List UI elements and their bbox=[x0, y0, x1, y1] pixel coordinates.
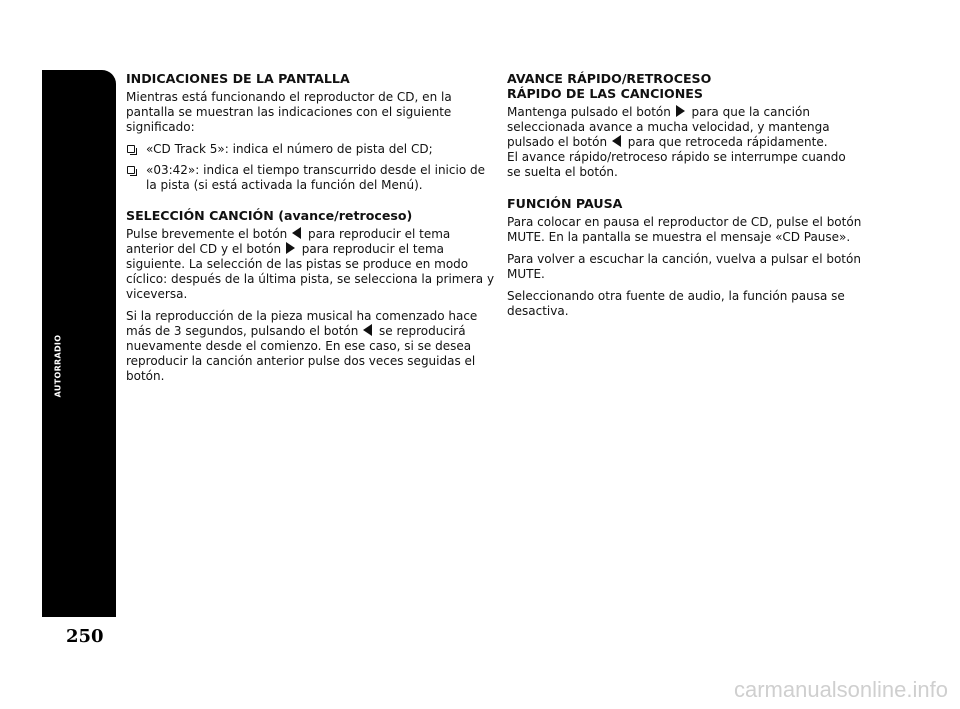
section-label: AUTORRADIO bbox=[53, 334, 63, 398]
heading-seleccion-cancion: SELECCIÓN CANCIÓN (avance/retroceso) bbox=[126, 208, 413, 223]
checkbox-bullet-icon bbox=[127, 166, 135, 174]
paragraph-seleccion bbox=[126, 227, 498, 302]
heading-avance-rapido bbox=[507, 71, 862, 101]
page-number: 250 bbox=[66, 626, 104, 647]
list-item bbox=[126, 163, 498, 193]
text-run: Si la reproducción de la pieza musical ha comenzado hace más de 3 segundos, pulsando el botón bbox=[126, 309, 478, 338]
text-run: para reproducir el tema anterior del CD y el botón bbox=[126, 227, 451, 256]
prev-arrow-icon bbox=[612, 135, 621, 147]
text-run: El avance rápido/retroceso rápido se interrumpe cuando se suelta el botón. bbox=[507, 150, 846, 179]
paragraph-reproduccion bbox=[126, 309, 498, 384]
text-run: Pulse brevemente el botón bbox=[126, 227, 288, 241]
heading-indicaciones: INDICACIONES DE LA PANTALLA bbox=[126, 71, 350, 86]
paragraph-pausa: Para colocar en pausa el reproductor de CD, pulse el botón MUTE. En la pantalla se muestra el mensaje «CD Pause». bbox=[507, 215, 862, 244]
right-column bbox=[507, 71, 862, 326]
prev-arrow-icon bbox=[363, 324, 372, 336]
watermark: carmanualsonline.info bbox=[733, 677, 948, 702]
paragraph-fuente: Seleccionando otra fuente de audio, la función pausa se desactiva. bbox=[507, 289, 845, 318]
heading-line: AVANCE RÁPIDO/RETROCESO bbox=[507, 71, 712, 86]
text-run: para reproducir el tema siguiente. La selección de las pistas se produce en modo cíclico: después de la última pista, se selecciona la primera y viceversa. bbox=[126, 242, 495, 301]
checkbox-bullet-icon bbox=[127, 145, 135, 153]
next-arrow-icon bbox=[676, 105, 685, 117]
list-item-text: «03:42»: indica el tiempo transcurrido desde el inicio de la pista (si está activada la función del Menú). bbox=[146, 163, 485, 192]
list-item-text: «CD Track 5»: indica el número de pista del CD; bbox=[146, 142, 433, 156]
heading-line: RÁPIDO DE LAS CANCIONES bbox=[507, 86, 703, 101]
text-run: Mantenga pulsado el botón bbox=[507, 105, 671, 119]
left-column bbox=[126, 71, 498, 391]
paragraph-indicaciones-intro: Mientras está funcionando el reproductor de CD, en la pantalla se muestran las indicaciones con el siguiente significado: bbox=[126, 90, 452, 134]
prev-arrow-icon bbox=[292, 227, 301, 239]
heading-funcion-pausa: FUNCIÓN PAUSA bbox=[507, 196, 623, 211]
text-run: para que la canción seleccionada avance a mucha velocidad, y mantenga pulsado el botón bbox=[507, 105, 830, 149]
paragraph-volver: Para volver a escuchar la canción, vuelva a pulsar el botón MUTE. bbox=[507, 252, 861, 281]
next-arrow-icon bbox=[286, 242, 295, 254]
list-item bbox=[126, 142, 498, 157]
text-run: para que retroceda rápidamente. bbox=[627, 135, 828, 149]
text-run: se reproducirá nuevamente desde el comienzo. En ese caso, si se desea reproducir la canción anterior pulse dos veces seguidas el botón. bbox=[126, 324, 476, 383]
paragraph-avance bbox=[507, 105, 862, 180]
